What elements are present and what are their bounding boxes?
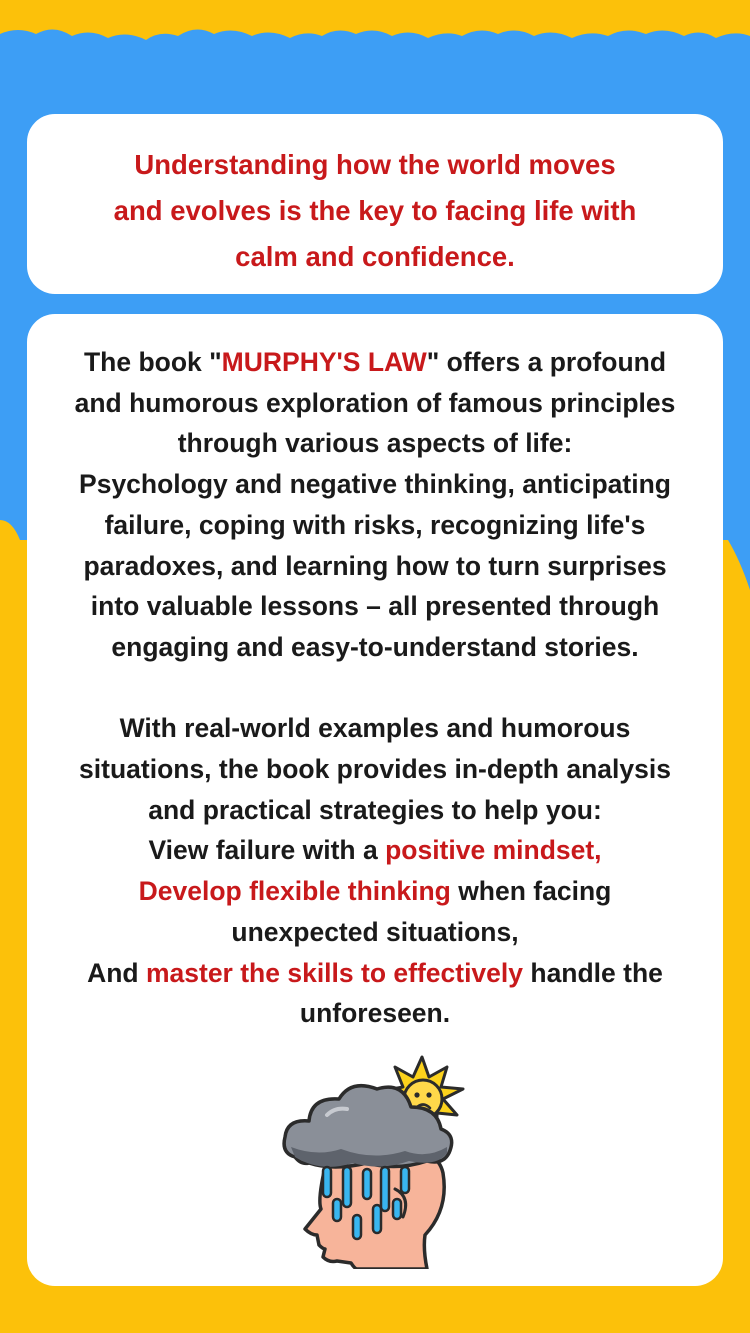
body-line <box>27 953 723 994</box>
body-line: through various aspects of life: <box>177 428 573 459</box>
body-line: and humorous exploration of famous principles <box>74 387 676 418</box>
body-line: and practical strategies to help you: <box>148 794 602 825</box>
body-line: into valuable lessons – all presented through <box>90 591 660 622</box>
text-fragment: when facing <box>450 876 612 907</box>
body-line: unforeseen. <box>299 998 451 1029</box>
text-fragment: " offers a profound <box>426 347 667 377</box>
highlight-master-skills: master the skills to effectively <box>145 957 524 988</box>
body-line: unexpected situations, <box>231 916 519 947</box>
body-line: paradoxes, and learning how to turn surprises <box>83 550 667 581</box>
quote-card <box>27 114 723 294</box>
quote-line-2: and evolves is the key to facing life with <box>113 195 637 226</box>
text-fragment: handle the <box>523 957 663 988</box>
paragraph-gap <box>27 668 723 709</box>
body-line: situations, the book provides in-depth analysis <box>79 754 671 785</box>
body-line: With real-world examples and humorous <box>119 713 631 744</box>
head-rain-cloud-icon <box>277 1049 467 1269</box>
quote-line-1: Understanding how the world moves <box>134 149 616 180</box>
text-fragment: View failure with a <box>148 835 386 866</box>
body-line: failure, coping with risks, recognizing life's <box>104 509 646 540</box>
highlight-positive-mindset: positive mindset, <box>385 835 602 866</box>
book-title: MURPHY'S LAW <box>221 347 427 377</box>
body-line <box>27 342 723 383</box>
quote-line-3: calm and confidence. <box>235 241 515 272</box>
body-line: engaging and easy-to-understand stories. <box>111 631 639 662</box>
description-card <box>27 314 723 1286</box>
body-line <box>27 871 723 912</box>
body-line: Psychology and negative thinking, anticipating <box>79 469 671 500</box>
highlight-flexible-thinking: Develop flexible thinking <box>138 876 451 907</box>
text-fragment: And <box>87 957 146 988</box>
body-line <box>27 830 723 871</box>
text-fragment: The book " <box>83 347 222 377</box>
